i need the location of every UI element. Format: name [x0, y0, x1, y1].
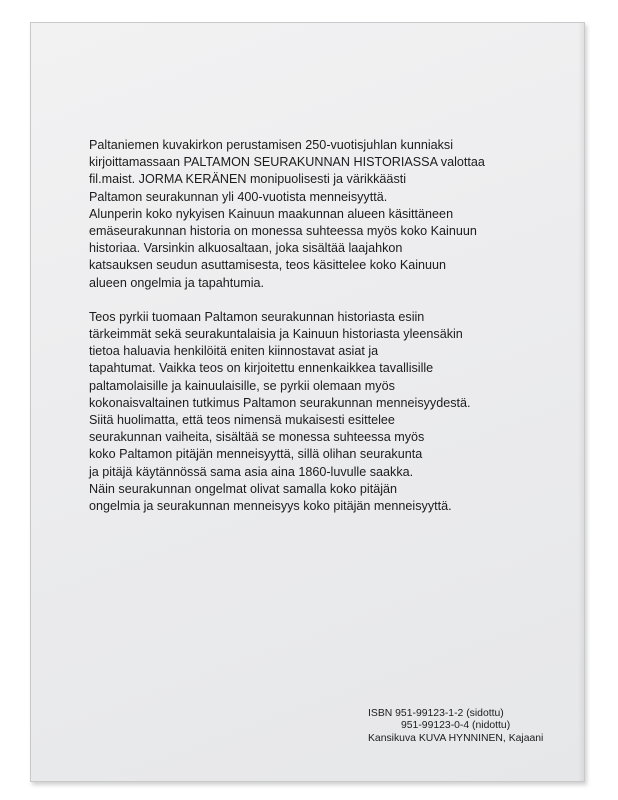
text-line: paltamolaisille ja kainuulaisille, se pyrkii olemaan myös: [89, 378, 395, 393]
text-line: Näin seurakunnan ongelmat olivat samalla koko pitäjän: [89, 481, 398, 496]
text-line: Paltamon seurakunnan yli 400-vuotista menneisyyttä.: [89, 189, 388, 204]
blurb-paragraph-1: [89, 137, 559, 292]
text-line: kirjoittamassaan PALTAMON SEURAKUNNAN HISTORIASSA valottaa: [89, 155, 485, 170]
isbn-bound: 951-99123-1-2 (sidottu): [395, 708, 504, 719]
text-line: tietoa haluavia henkilöitä eniten kiinnostavat asiat ja: [89, 344, 379, 359]
text-line: Alunperin koko nykyisen Kainuun maakunnan alueen käsittäneen: [89, 206, 454, 221]
text-line: tärkeimmät sekä seurakuntalaisia ja Kainuun historiasta yleensäkin: [89, 327, 463, 342]
text-line: ongelmia ja seurakunnan menneisyys koko pitäjän menneisyyttä.: [89, 499, 452, 514]
isbn-line-2: [368, 720, 543, 732]
cover-credit: Kansikuva KUVA HYNNINEN, Kajaani: [368, 732, 544, 744]
isbn-line-1: [368, 708, 543, 720]
book-back-cover: [30, 22, 585, 782]
blurb-text: [89, 137, 559, 515]
text-line: katsauksen seudun asuttamisesta, teos käsittelee koko Kainuun: [89, 258, 447, 273]
text-line: seurakunnan vaiheita, sisältää se monessa suhteessa myös: [89, 430, 425, 445]
colophon: [368, 708, 543, 745]
text-line: Paltaniemen kuvakirkon perustamisen 250-vuotisjuhlan kunniaksi: [89, 138, 454, 152]
text-line: kokonaisvaltainen tutkimus Paltamon seurakunnan menneisyydestä.: [89, 395, 471, 410]
text-line: Siitä huolimatta, että teos nimensä mukaisesti esittelee: [89, 413, 395, 428]
text-line: tapahtumat. Vaikka teos on kirjoitettu ennenkaikkea tavallisille: [89, 361, 434, 376]
text-line: ja pitäjä käytännössä sama asia aina 1860-luvulle saakka.: [89, 464, 414, 479]
blurb-paragraph-2: [89, 309, 559, 515]
text-line: alueen ongelmia ja tapahtumia.: [89, 275, 265, 290]
isbn-label: ISBN: [368, 708, 393, 719]
text-line: koko Paltamon pitäjän menneisyyttä, sillä olihan seurakunta: [89, 447, 423, 462]
text-line: historiaa. Varsinkin alkuosaltaan, joka sisältää laajahkon: [89, 241, 403, 256]
text-line: emäseurakunnan historia on monessa suhteessa myös koko Kainuun: [89, 224, 477, 239]
isbn-paperback: 951-99123-0-4 (nidottu): [401, 720, 511, 732]
text-line: fil.maist. JORMA KERÄNEN monipuolisesti ja värikkäästi: [89, 172, 407, 187]
text-line: Teos pyrkii tuomaan Paltamon seurakunnan historiasta esiin: [89, 309, 425, 324]
cover-edge-shadow: [578, 23, 584, 781]
